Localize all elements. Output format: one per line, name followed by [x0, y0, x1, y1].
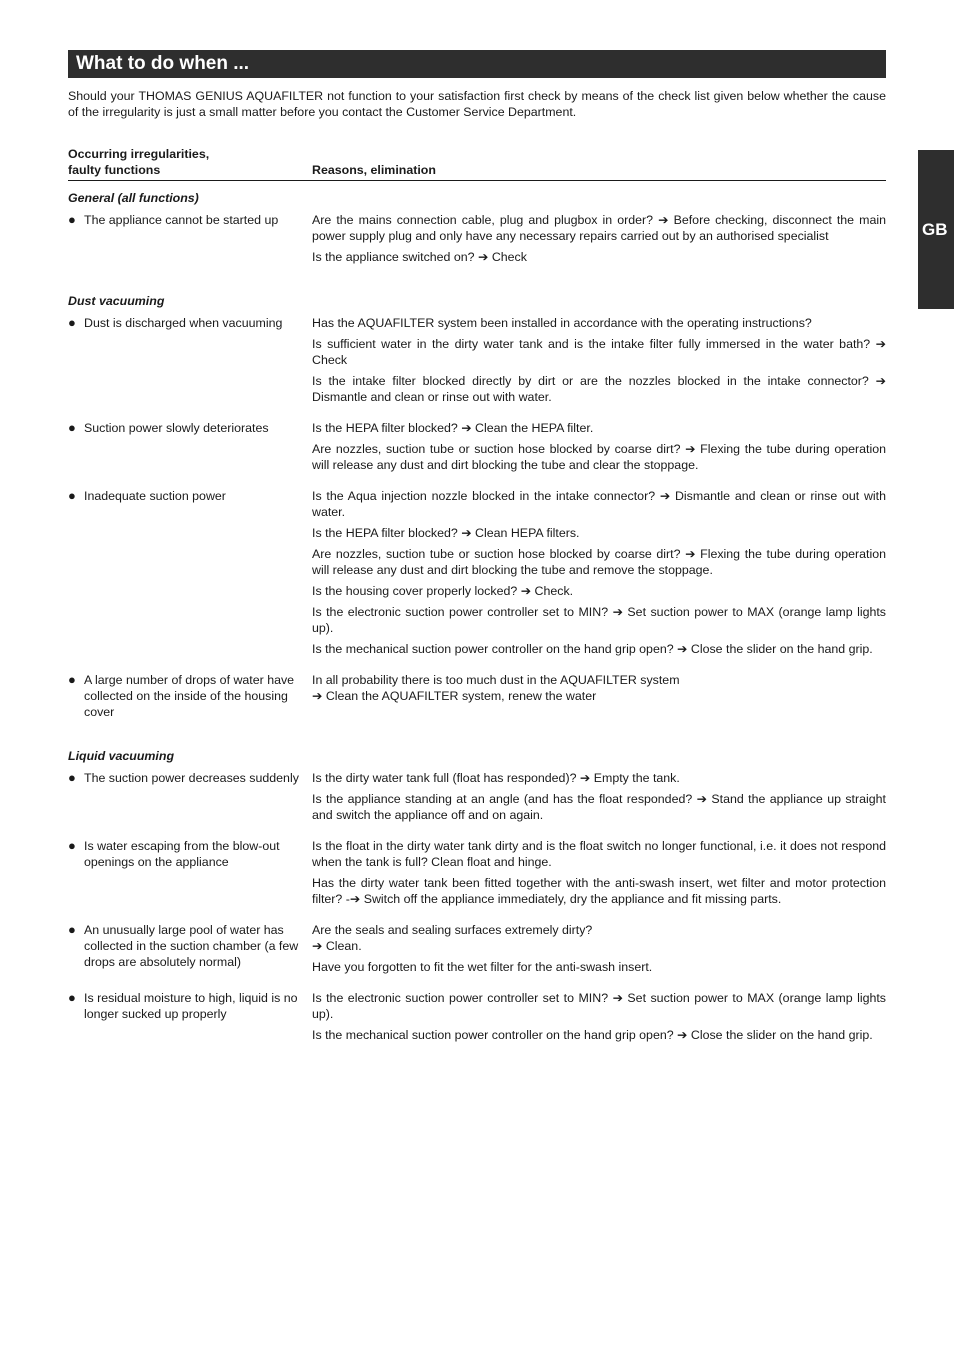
table-row [68, 672, 886, 720]
reason-text: Is the intake filter blocked directly by dirt or are the nozzles blocked in the intake connector? ➔ Dismantle and clean or rinse out with water. [312, 374, 886, 404]
symptom-cell [68, 420, 312, 473]
symptom-cell [68, 922, 312, 975]
reasons-cell [312, 488, 886, 657]
reason-text: Are the seals and sealing surfaces extremely dirty? ➔ Clean. [312, 923, 593, 953]
table-row [68, 420, 886, 473]
symptom-text: Is water escaping from the blow-out openings on the appliance [84, 839, 280, 869]
bullet-icon: ● [68, 990, 76, 1005]
symptom-text: A large number of drops of water have collected on the inside of the housing cover [84, 673, 295, 719]
section-title: Dust vacuuming [68, 294, 165, 308]
reason-text: Are nozzles, suction tube or suction hose blocked by coarse dirt? ➔ Flexing the tube during operation will release any dust and dirt blocking the tube and remove the stoppage. [312, 547, 886, 577]
symptom-text: Is residual moisture to high, liquid is no longer sucked up properly [84, 991, 298, 1021]
bullet-icon: ● [68, 770, 76, 785]
reasons-cell [312, 315, 886, 405]
symptom-text: Dust is discharged when vacuuming [84, 316, 283, 330]
troubleshooting-table [68, 190, 886, 1043]
intro-paragraph: Should your THOMAS GENIUS AQUAFILTER not function to your satisfaction first check by means of the check list given below whether the cause of the irregularity is just a small matter before you contact the Customer Service Department. [68, 89, 886, 119]
table-row [68, 990, 886, 1043]
reason-text: Has the dirty water tank been fitted together with the anti-swash insert, wet filter and motor protection filter? -➔ Switch off the appliance immediately, dry the appliance and fit missing parts. [312, 876, 886, 906]
symptom-text: Inadequate suction power [84, 489, 226, 503]
column-header-symptoms-line1: Occurring irregularities, [68, 147, 210, 161]
column-header-reasons: Reasons, elimination [312, 163, 436, 177]
reason-text: Is the electronic suction power controller set to MIN? ➔ Set suction power to MAX (orange lamp lights up). [312, 605, 886, 635]
reason-text: Is the HEPA filter blocked? ➔ Clean the HEPA filter. [312, 421, 594, 435]
reasons-cell [312, 770, 886, 823]
reason-text: In all probability there is too much dust in the AQUAFILTER system ➔ Clean the AQUAFILTER system, renew the water [312, 673, 680, 703]
bullet-icon: ● [68, 488, 76, 503]
symptom-text: An unusually large pool of water has collected in the suction chamber (a few drops are absolutely normal) [84, 923, 299, 969]
table-row [68, 770, 886, 823]
reasons-cell [312, 212, 886, 265]
reasons-cell [312, 990, 886, 1043]
language-tab-label: GB [922, 220, 948, 239]
symptom-cell [68, 488, 312, 657]
reason-text: Is the appliance standing at an angle (and has the float responded? ➔ Stand the appliance up straight and switch the appliance off and on again. [312, 792, 886, 822]
column-header-symptoms-line2: faulty functions [68, 163, 161, 177]
symptom-cell [68, 212, 312, 265]
section-title: Liquid vacuuming [68, 749, 175, 763]
bullet-icon: ● [68, 420, 76, 435]
reason-text: Is the electronic suction power controller set to MIN? ➔ Set suction power to MAX (orange lamp lights up). [312, 991, 886, 1021]
reasons-cell [312, 672, 886, 720]
symptom-cell [68, 990, 312, 1043]
reason-text: Is the housing cover properly locked? ➔ Check. [312, 584, 574, 598]
reason-text: Is the HEPA filter blocked? ➔ Clean HEPA filters. [312, 526, 580, 540]
reason-text: Is the dirty water tank full (float has responded)? ➔ Empty the tank. [312, 771, 680, 785]
reason-text: Is the appliance switched on? ➔ Check [312, 250, 527, 264]
bullet-icon: ● [68, 922, 76, 937]
bullet-icon: ● [68, 315, 76, 330]
symptom-text: Suction power slowly deteriorates [84, 421, 269, 435]
reason-text: Is the mechanical suction power controller on the hand grip open? ➔ Close the slider on the hand grip. [312, 1028, 873, 1042]
reason-text: Is the float in the dirty water tank dirty and is the float switch no longer functional, i.e. it does not respond when the tank is full? Clean float and hinge. [312, 839, 886, 869]
column-header-symptoms [68, 146, 308, 178]
symptom-cell [68, 770, 312, 823]
reason-text: Is sufficient water in the dirty water tank and is the intake filter fully immersed in the water bath? ➔ Check [312, 337, 886, 367]
header-divider [68, 180, 886, 181]
reason-text: Have you forgotten to fit the wet filter for the anti-swash insert. [312, 960, 653, 974]
bullet-icon: ● [68, 838, 76, 853]
section-title: General (all functions) [68, 191, 199, 205]
language-tab [918, 150, 954, 309]
symptom-cell [68, 672, 312, 720]
table-row [68, 488, 886, 657]
symptom-text: The appliance cannot be started up [84, 213, 279, 227]
table-row [68, 212, 886, 265]
reason-text: Is the mechanical suction power controller on the hand grip open? ➔ Close the slider on the hand grip. [312, 642, 873, 656]
reasons-cell [312, 420, 886, 473]
reason-text: Are the mains connection cable, plug and plugbox in order? ➔ Before checking, disconnect the main power supply plug and only have any necessary repairs carried out by an authorised specialist [312, 213, 886, 243]
symptom-cell [68, 838, 312, 907]
reasons-cell [312, 838, 886, 907]
symptom-text: The suction power decreases suddenly [84, 771, 299, 785]
reason-text: Is the Aqua injection nozzle blocked in the intake connector? ➔ Dismantle and clean or rinse out with water. [312, 489, 886, 519]
reason-text: Has the AQUAFILTER system been installed in accordance with the operating instructions? [312, 316, 812, 330]
table-row [68, 315, 886, 405]
bullet-icon: ● [68, 672, 76, 687]
reasons-cell [312, 922, 886, 975]
symptom-cell [68, 315, 312, 405]
bullet-icon: ● [68, 212, 76, 227]
page-title: What to do when ... [68, 50, 886, 78]
reason-text: Are nozzles, suction tube or suction hose blocked by coarse dirt? ➔ Flexing the tube during operation will release any dust and dirt blocking the tube and clear the stoppage. [312, 442, 886, 472]
table-row [68, 922, 886, 975]
table-row [68, 838, 886, 907]
